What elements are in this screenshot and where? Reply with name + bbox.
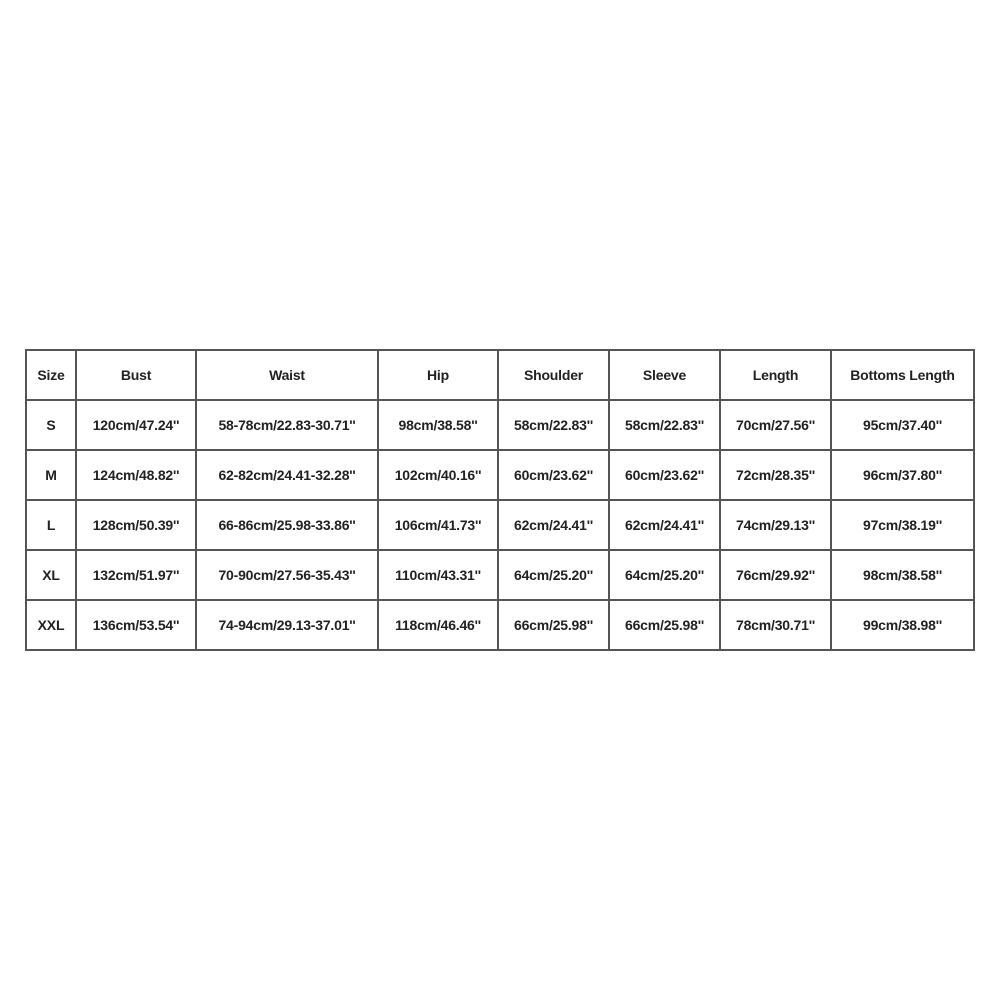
column-header-hip: Hip [379, 351, 499, 401]
length-cell: 72cm/28.35'' [721, 451, 832, 501]
sleeve-cell: 64cm/25.20'' [610, 551, 721, 601]
hip-cell: 118cm/46.46'' [379, 601, 499, 651]
column-header-waist: Waist [197, 351, 379, 401]
column-header-size: Size [27, 351, 77, 401]
bottoms-length-cell: 97cm/38.19'' [832, 501, 975, 551]
hip-cell: 102cm/40.16'' [379, 451, 499, 501]
hip-cell: 106cm/41.73'' [379, 501, 499, 551]
size-chart-table [25, 349, 975, 651]
table-row [27, 551, 975, 601]
size-cell: XXL [27, 601, 77, 651]
table-row [27, 401, 975, 451]
waist-cell: 66-86cm/25.98-33.86'' [197, 501, 379, 551]
waist-cell: 70-90cm/27.56-35.43'' [197, 551, 379, 601]
length-cell: 78cm/30.71'' [721, 601, 832, 651]
length-cell: 74cm/29.13'' [721, 501, 832, 551]
waist-cell: 62-82cm/24.41-32.28'' [197, 451, 379, 501]
bust-cell: 124cm/48.82'' [77, 451, 197, 501]
length-cell: 76cm/29.92'' [721, 551, 832, 601]
table-row [27, 601, 975, 651]
sleeve-cell: 58cm/22.83'' [610, 401, 721, 451]
column-header-bust: Bust [77, 351, 197, 401]
bust-cell: 120cm/47.24'' [77, 401, 197, 451]
table-row [27, 451, 975, 501]
waist-cell: 58-78cm/22.83-30.71'' [197, 401, 379, 451]
size-cell: S [27, 401, 77, 451]
hip-cell: 98cm/38.58'' [379, 401, 499, 451]
column-header-bottoms-length: Bottoms Length [832, 351, 975, 401]
bust-cell: 136cm/53.54'' [77, 601, 197, 651]
length-cell: 70cm/27.56'' [721, 401, 832, 451]
bottoms-length-cell: 95cm/37.40'' [832, 401, 975, 451]
shoulder-cell: 60cm/23.62'' [499, 451, 610, 501]
bust-cell: 128cm/50.39'' [77, 501, 197, 551]
shoulder-cell: 66cm/25.98'' [499, 601, 610, 651]
column-header-shoulder: Shoulder [499, 351, 610, 401]
size-cell: M [27, 451, 77, 501]
sleeve-cell: 66cm/25.98'' [610, 601, 721, 651]
shoulder-cell: 58cm/22.83'' [499, 401, 610, 451]
bottoms-length-cell: 99cm/38.98'' [832, 601, 975, 651]
table-row [27, 501, 975, 551]
column-header-sleeve: Sleeve [610, 351, 721, 401]
table-header-row [27, 351, 975, 401]
size-cell: XL [27, 551, 77, 601]
bottoms-length-cell: 98cm/38.58'' [832, 551, 975, 601]
sleeve-cell: 60cm/23.62'' [610, 451, 721, 501]
column-header-length: Length [721, 351, 832, 401]
shoulder-cell: 64cm/25.20'' [499, 551, 610, 601]
waist-cell: 74-94cm/29.13-37.01'' [197, 601, 379, 651]
sleeve-cell: 62cm/24.41'' [610, 501, 721, 551]
bottoms-length-cell: 96cm/37.80'' [832, 451, 975, 501]
hip-cell: 110cm/43.31'' [379, 551, 499, 601]
shoulder-cell: 62cm/24.41'' [499, 501, 610, 551]
size-cell: L [27, 501, 77, 551]
bust-cell: 132cm/51.97'' [77, 551, 197, 601]
